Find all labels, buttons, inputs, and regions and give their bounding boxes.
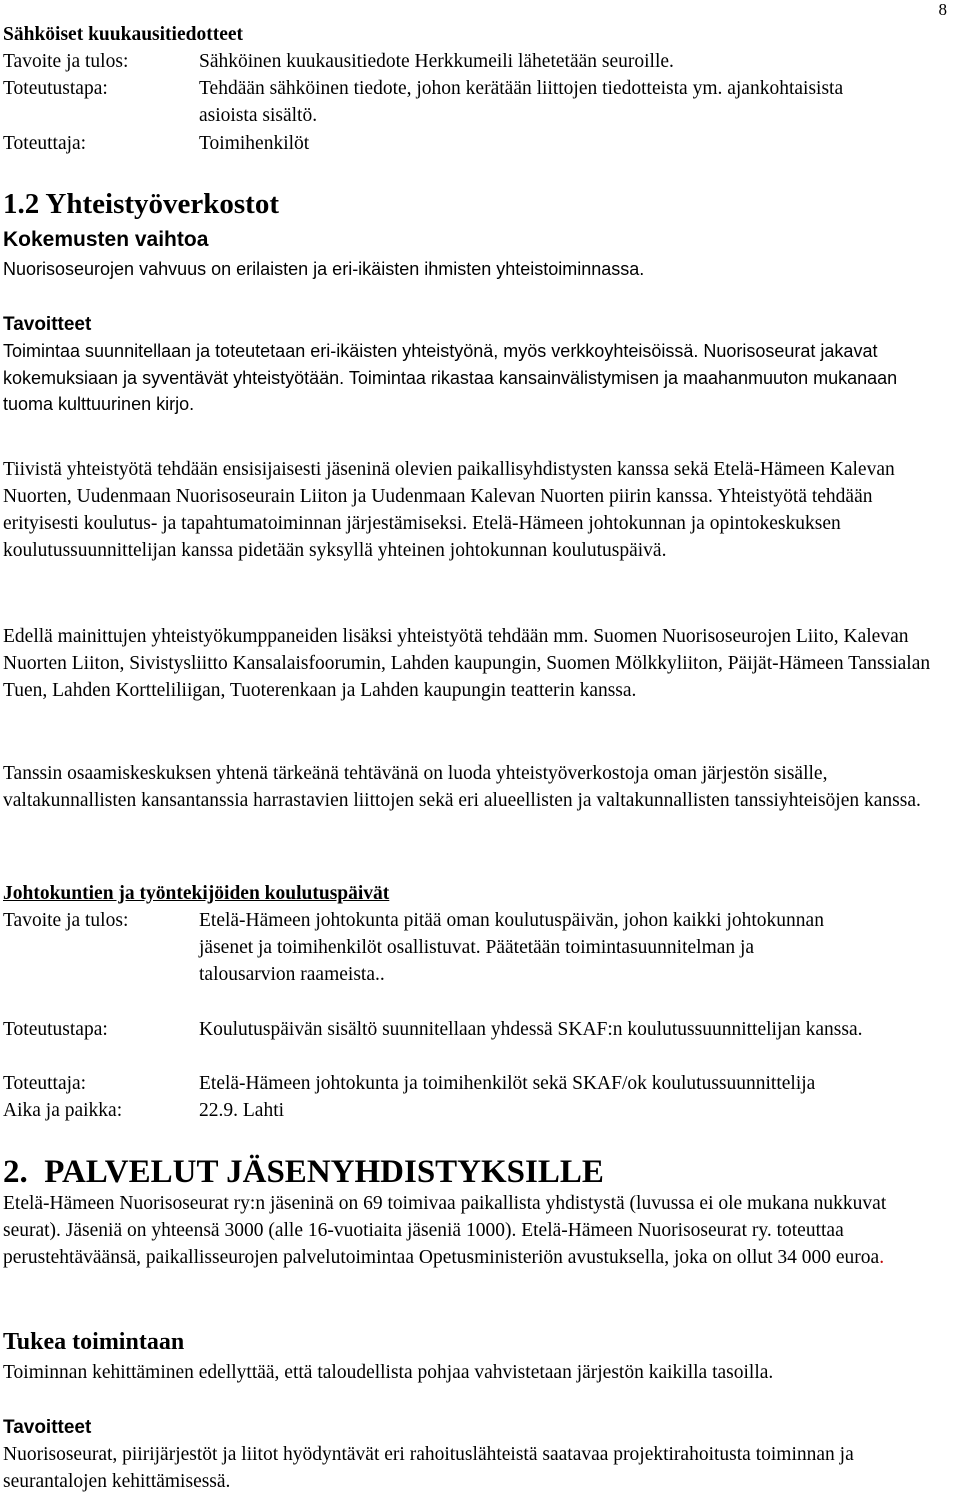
section-heading-1-2: 1.2 Yhteistyöverkostot (3, 188, 279, 220)
row-label: Tavoite ja tulos: (3, 910, 129, 931)
row-value: Toimihenkilöt (199, 133, 310, 154)
row-value: 22.9. Lahti (199, 1100, 285, 1121)
section-heading-tukea: Tukea toimintaan (3, 1329, 185, 1355)
paragraph-palvelut (3, 1190, 947, 1271)
section-heading-2: 2. PALVELUT JÄSENYHDISTYKSILLE (3, 1154, 604, 1190)
row-label: Toteutustapa: (3, 1019, 108, 1040)
row-label: Toteuttaja: (3, 1073, 87, 1094)
tukea-intro: Toiminnan kehittäminen edellyttää, että taloudellista pohjaa vahvistetaan järjestön kaikilla tasoilla. (3, 1362, 774, 1383)
paragraph-yhteistyo: Tiivistä yhteistyötä tehdään ensisijaisesti jäseninä olevien paikallisyhdistysten kanssa sekä Etelä-Hämeen Kalevan Nuorten, Uudenmaan Nuorisoseurain Liiton ja Uudenmaan Kalevan Nuorten piirin kanssa. Yhteistyötä tehdään erityisesti koulutus- ja tapahtumatoiminnan järjestämiseksi. Etelä-Hämeen johtokunnan ja opintokeskuksen koulutussuunnittelijan kanssa pidetään syksyllä yhteinen johtokunnan koulutuspäivä. (3, 459, 895, 561)
goals-text: Toimintaa suunnitellaan ja toteutetaan eri-ikäisten yhteistyönä, myös verkkoyhteisöissä. Nuorisoseurat jakavat kokemuksiaan ja syventävät yhteistyötään. Toimintaa rikastaa kansainvälistymisen ja maahanmuuton mukanaan tuoma kulttuurinen kirjo. (3, 341, 898, 414)
paragraph-yhteistyokumppanit: Edellä mainittujen yhteistyökumppaneiden lisäksi yhteistyötä tehdään mm. Suomen Nuorisoseurojen Liito, Kalevan Nuorten Liiton, Sivistysliitto Kansalaisfoorumin, Lahden kaupungin, Suomen Mölkkyliiton, Päijät-Hämeen Tanssialan Tuen, Lahden Kortteliliigan, Tuoterenkaan ja Lahden kaupungin teatterin kanssa. (3, 626, 931, 701)
trailing-dot: . (879, 1247, 885, 1268)
palvelut-text: Etelä-Hämeen Nuorisoseurat ry:n jäseninä on 69 toimivaa paikallista yhdistystä (luvussa ei ole mukana nukkuvat seurat). Jäseniä on yhteensä 3000 (alle 16-vuotiaita jäseniä 1000). Etelä-Hämeen Nuorisoseurat ry. toteuttaa perustehtäväänsä, paikallisseurojen palvelutoimintaa Opetusministeriön avustuksella, joka on ollut 34 000 euroa (3, 1193, 887, 1268)
row-value: Etelä-Hämeen johtokunta ja toimihenkilöt sekä SKAF/ok koulutussuunnittelija (199, 1073, 816, 1094)
row-value: Etelä-Hämeen johtokunta pitää oman koulutuspäivän, johon kaikki johtokunnan jäsenet ja toimihenkilöt osallistuvat. Päätetään toimintasuunnitelman ja talousarvion raameista.. (199, 910, 824, 985)
intro-text: Nuorisoseurojen vahvuus on erilaisten ja eri-ikäisten ihmisten yhteistoiminnassa. (3, 259, 645, 279)
section-title-kuukausitiedotteet: Sähköiset kuukausitiedotteet (3, 24, 243, 45)
tukea-goals-title: Tavoitteet (3, 1417, 92, 1438)
row-label: Toteuttaja: (3, 133, 87, 154)
row-label: Tavoite ja tulos: (3, 51, 129, 72)
section-title-koulutuspaivat: Johtokuntien ja työntekijöiden koulutuspäivät (3, 883, 390, 904)
subheading-kokemusten-vaihtoa: Kokemusten vaihtoa (3, 228, 209, 251)
row-value: Koulutuspäivän sisältö suunnitellaan yhdessä SKAF:n koulutussuunnittelijan kanssa. (199, 1019, 863, 1040)
row-value: Tehdään sähköinen tiedote, johon kerätään liittojen tiedotteista ym. ajankohtaisista asioista sisältö. (199, 78, 844, 126)
goals-title: Tavoitteet (3, 314, 92, 335)
tukea-goals-text: Nuorisoseurat, piirijärjestöt ja liitot hyödyntävät eri rahoituslähteistä saatavaa projektirahoitusta toiminnan ja seurantalojen kehittämisessä. (3, 1444, 854, 1492)
paragraph-tanssin-osaamiskeskus: Tanssin osaamiskeskuksen yhtenä tärkeänä tehtävänä on luoda yhteistyöverkostoja oman järjestön sisälle, valtakunnallisten kansantanssia harrastavien liittojen sekä eri alueellisten ja valtakunnallisten tanssiyhteisöjen kanssa. (3, 763, 921, 811)
row-label: Toteutustapa: (3, 78, 108, 99)
page-number: 8 (938, 0, 947, 19)
row-label: Aika ja paikka: (3, 1100, 123, 1121)
row-value: Sähköinen kuukausitiedote Herkkumeili lähetetään seuroille. (199, 51, 674, 72)
